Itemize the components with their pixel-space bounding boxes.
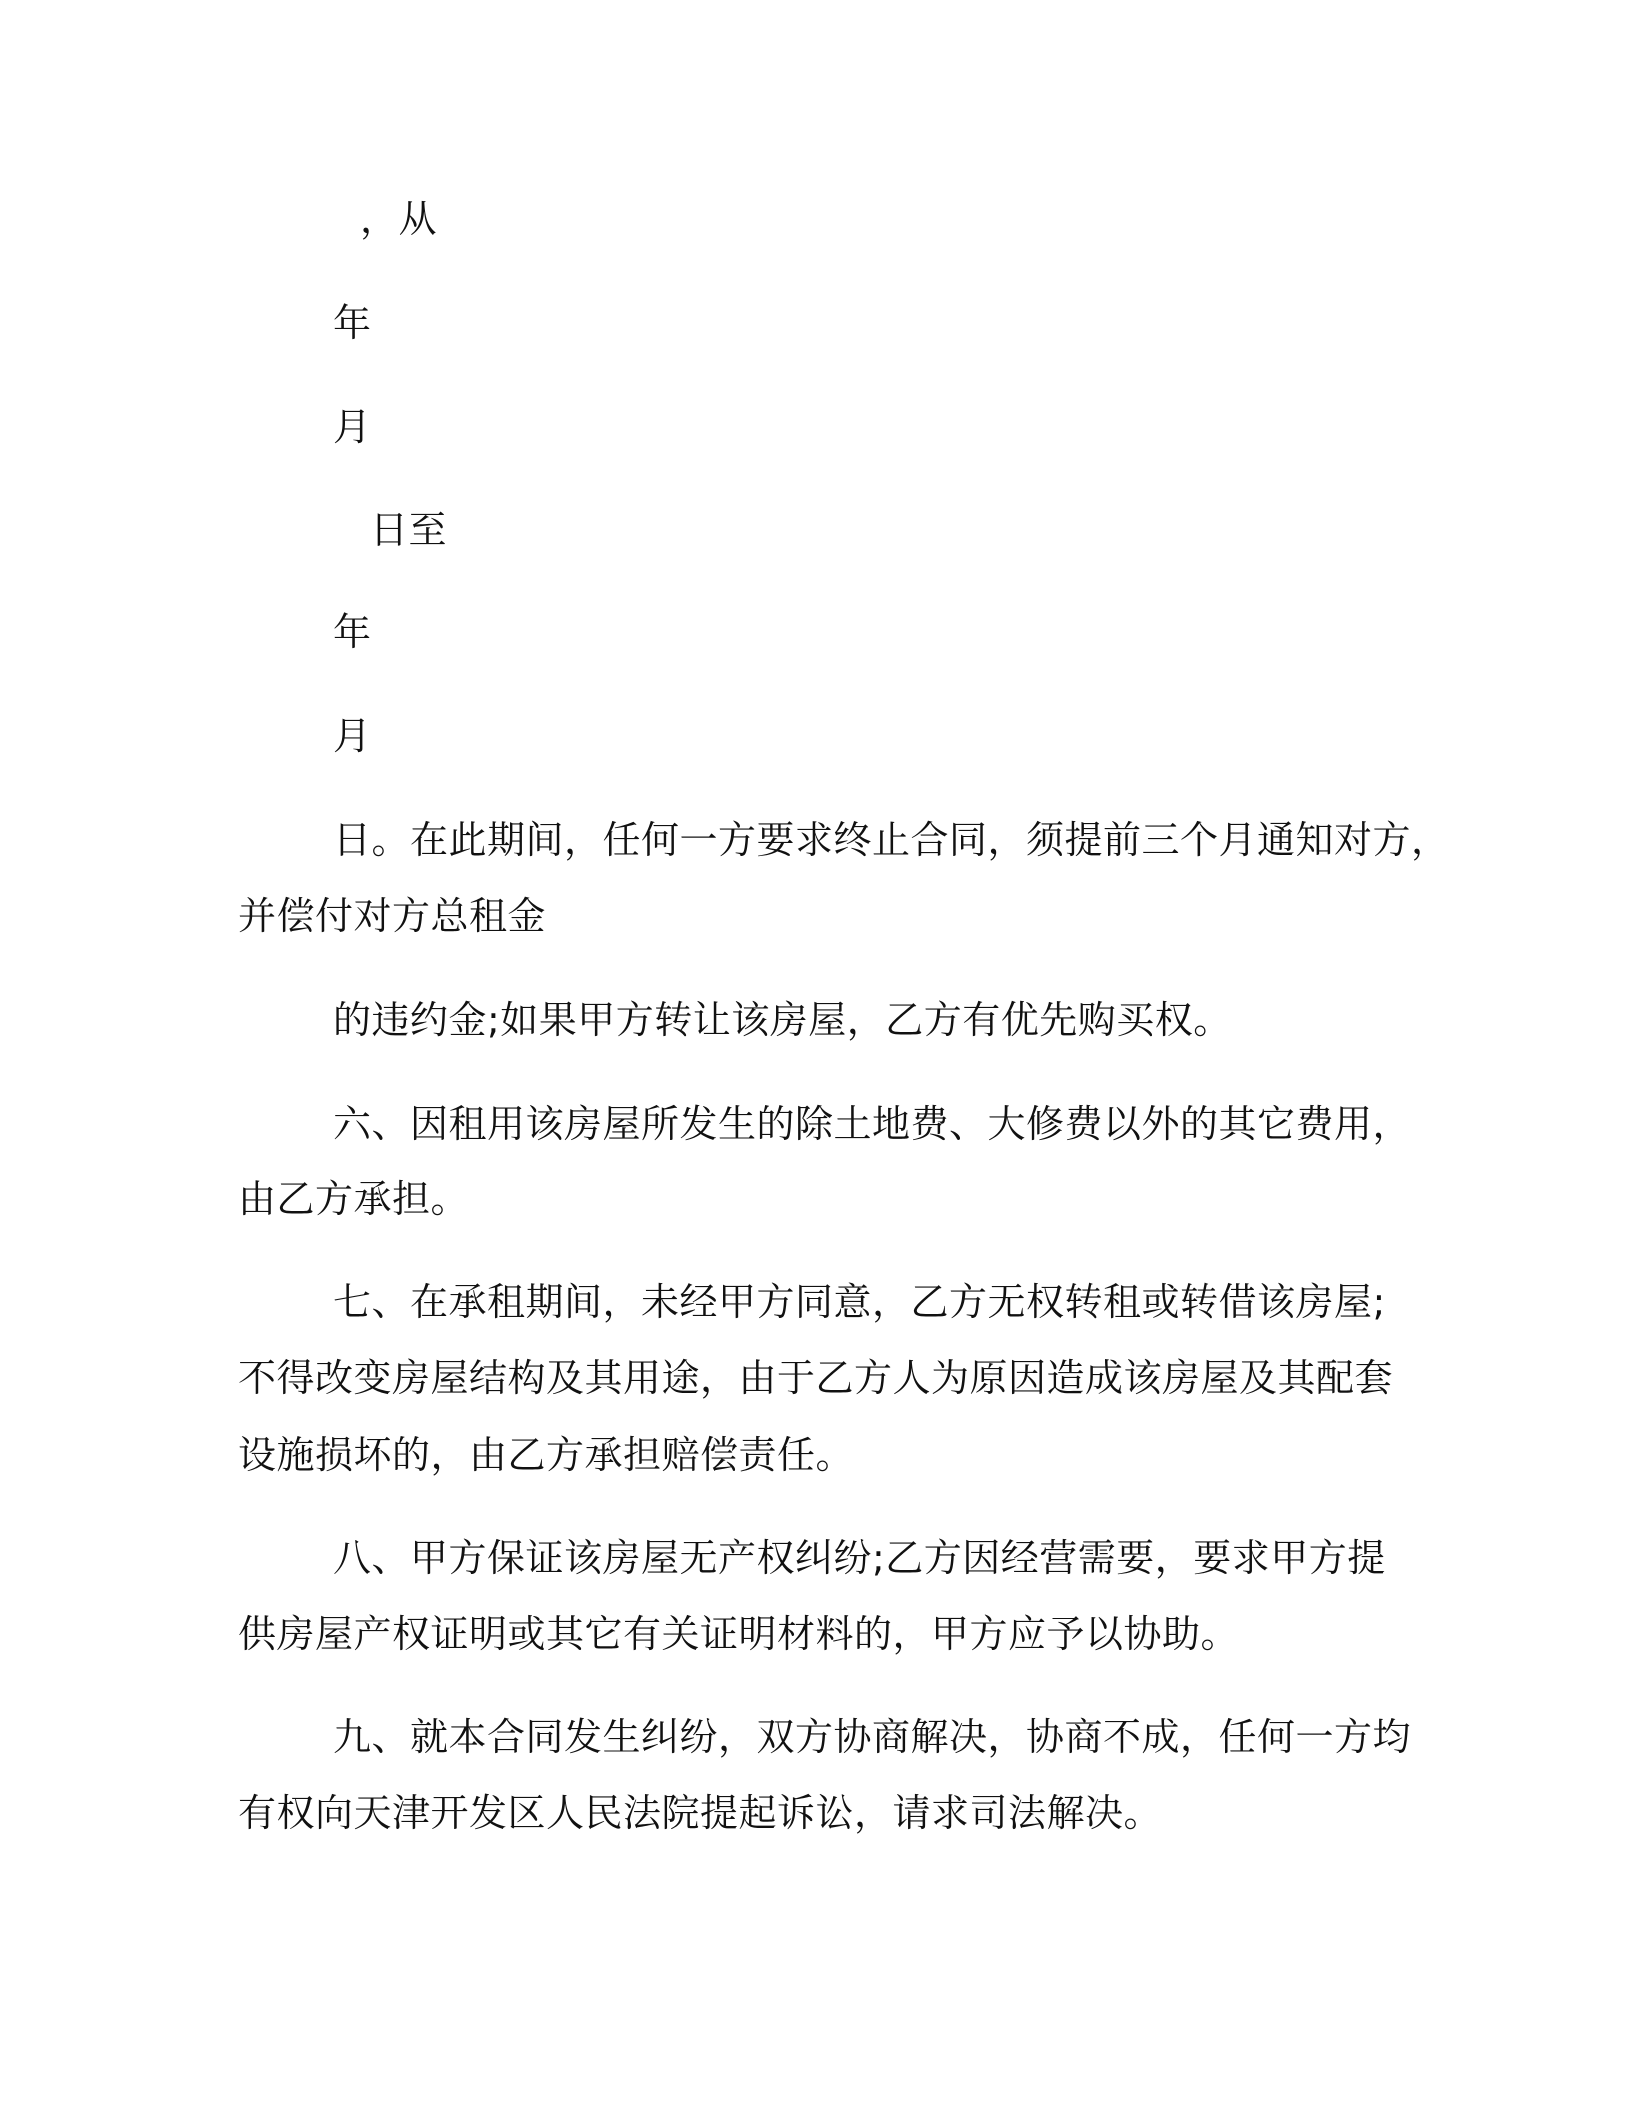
text-line: 由乙方承担。: [238, 1177, 470, 1221]
text-line: 日。在此期间，任何一方要求终止合同，须提前三个月通知对方，: [333, 818, 1450, 862]
text-line: 九、就本合同发生纠纷，双方协商解决，协商不成，任何一方均: [333, 1715, 1412, 1759]
text-line: 月: [333, 714, 372, 758]
text-line: 日至: [370, 508, 448, 552]
text-line: 六、因租用该房屋所发生的除土地费、大修费以外的其它费用，: [333, 1102, 1412, 1146]
text-line: 年: [333, 610, 372, 654]
text-line: ，从: [360, 197, 438, 241]
text-line: 并偿付对方总租金: [238, 894, 547, 938]
text-line: 供房屋产权证明或其它有关证明材料的，甲方应予以协助。: [238, 1612, 1240, 1656]
text-line: 年: [333, 301, 372, 345]
text-line: 不得改变房屋结构及其用途，由于乙方人为原因造成该房屋及其配套: [238, 1356, 1394, 1400]
text-line: 有权向天津开发区人民法院提起诉讼，请求司法解决。: [238, 1791, 1163, 1835]
text-line: 八、甲方保证该房屋无产权纠纷;乙方因经营需要，要求甲方提: [333, 1536, 1386, 1580]
text-line: 的违约金;如果甲方转让该房屋，乙方有优先购买权。: [333, 998, 1232, 1042]
text-line: 七、在承租期间，未经甲方同意，乙方无权转租或转借该房屋;: [333, 1280, 1386, 1324]
text-line: 设施损坏的，由乙方承担赔偿责任。: [238, 1433, 855, 1477]
text-line: 月: [333, 405, 372, 449]
